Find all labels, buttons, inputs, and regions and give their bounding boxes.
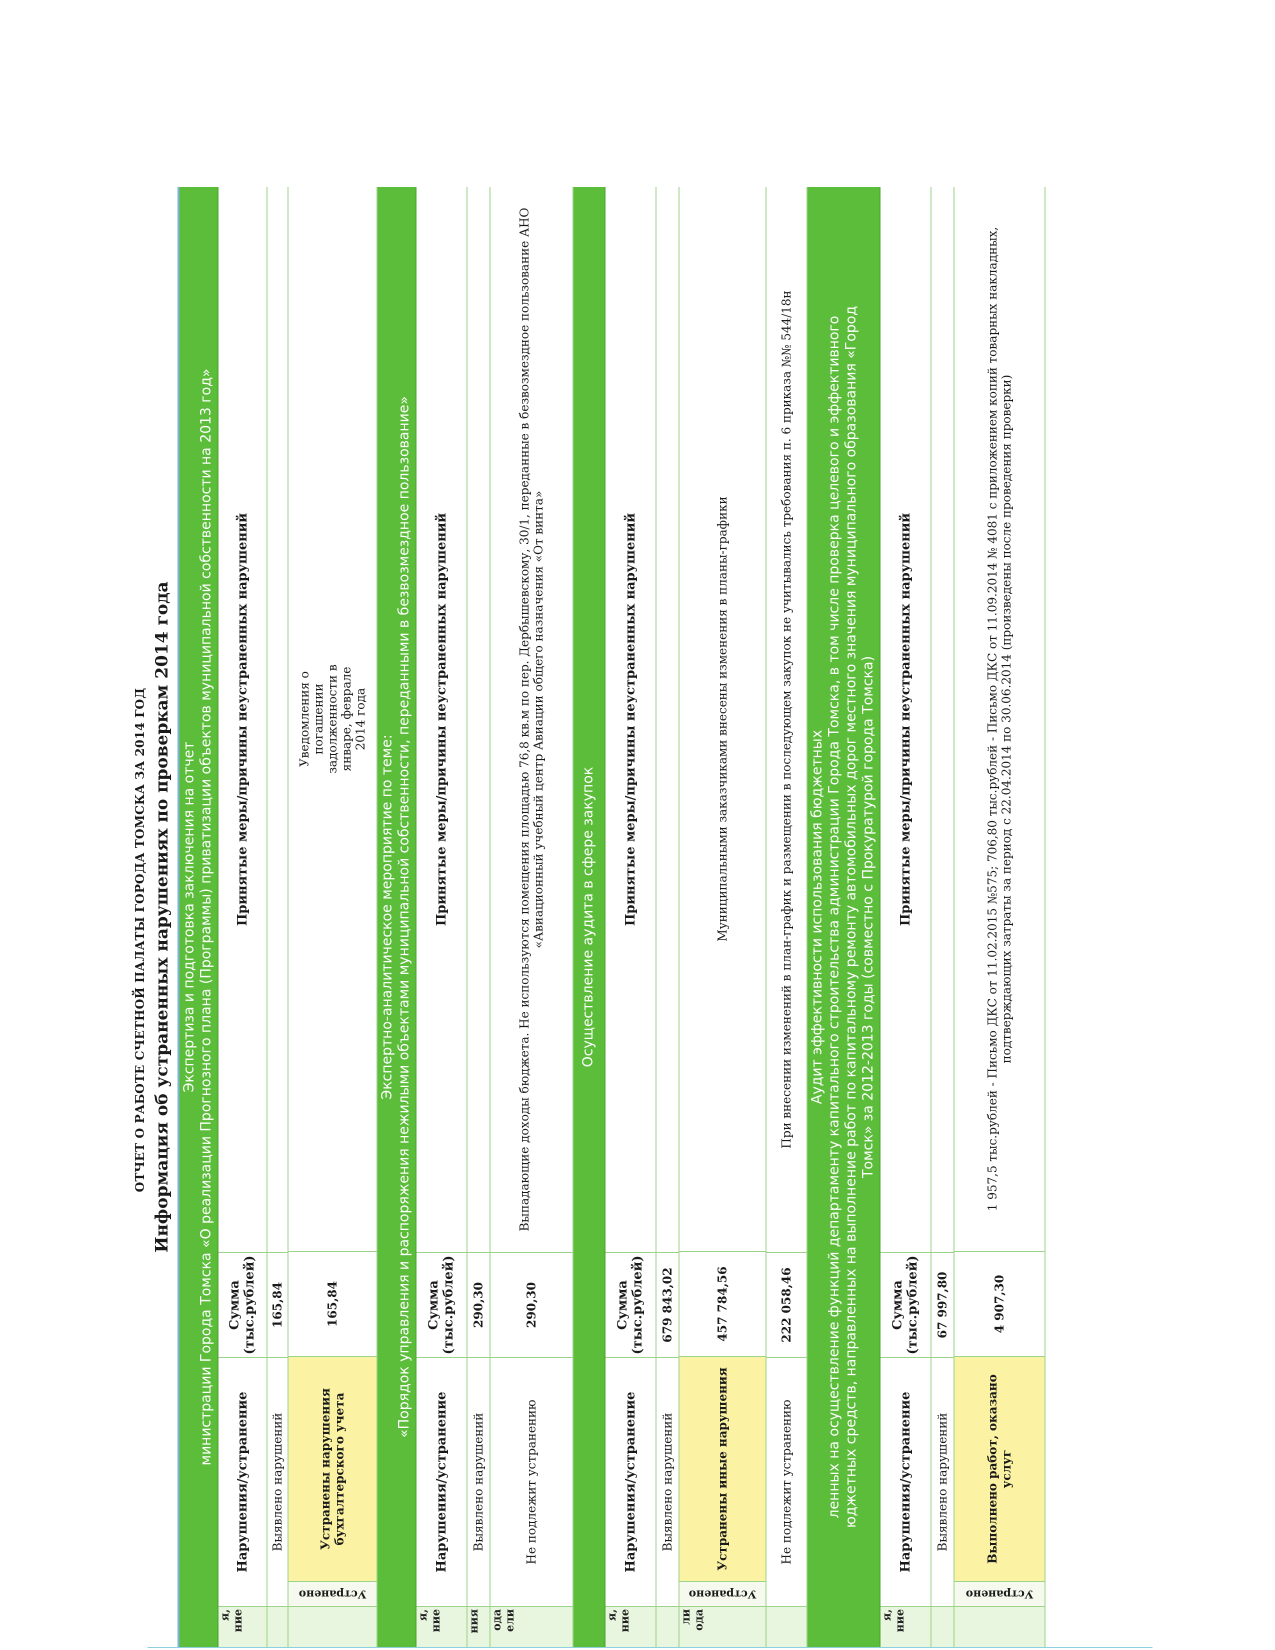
report-table xyxy=(148,187,1153,1648)
left-fragment: ода xyxy=(692,1609,706,1631)
row-label: Выявлено нарушений xyxy=(932,1357,954,1606)
left-fragment: ние xyxy=(231,1609,245,1633)
header-violations: Нарушения/устранение xyxy=(881,1357,931,1606)
row-label: Не подлежит устранению xyxy=(767,1357,807,1606)
left-fragment: я, xyxy=(605,1609,619,1621)
table-row xyxy=(955,187,1046,1647)
row-label: Устранены нарушения бухгалтерского учета xyxy=(289,1356,377,1581)
row-measure: 1 957,5 тыс.рублей - Письмо ДКС от 11.02.2015 №575; 706,80 тыс.рублей - Письмо ДКС от 11.09.2014 № 4081 с приложением копий товарных накладных, подтверждающих затраты за период с 22.04.2014 по 30.06.2014 (произведены после проведения проверки) xyxy=(985,226,1014,1212)
row-label: Выявлено нарушений xyxy=(468,1357,490,1606)
row-sum: 67 997,80 xyxy=(932,1252,954,1357)
header-sum: Сумма (тыс.рублей) xyxy=(417,1252,467,1357)
left-fragment: ние xyxy=(893,1609,907,1633)
left-fragment: ние xyxy=(618,1609,632,1633)
left-fragment: я, xyxy=(218,1609,232,1621)
row-sum: 165,84 xyxy=(289,1251,377,1356)
left-fragment: ния xyxy=(467,1609,481,1634)
section-band-line: юджетных средств, направленных на выполнение работ по капитальному ремонту автомобильных дорог местного значения муниципального образования «Город xyxy=(843,305,860,1529)
group-label: Устранено xyxy=(688,1587,757,1601)
row-sum: 457 784,56 xyxy=(680,1251,766,1356)
table-header-row xyxy=(219,187,268,1647)
row-label: Выполнено работ, оказано услуг xyxy=(955,1356,1045,1581)
section-band-2 xyxy=(378,187,417,1647)
document-title: Информация об устраненных нарушениях по проверкам 2014 года xyxy=(148,187,180,1647)
row-measure xyxy=(932,187,954,1252)
section-band-line: министрации Города Томска «О реализации Прогнозного плана (Программы) приватизации объектов муниципальной собственности на 2013 год» xyxy=(198,368,215,1466)
header-sum: Сумма (тыс.рублей) xyxy=(219,1252,267,1357)
table-row xyxy=(491,187,574,1647)
left-fragment: ние xyxy=(429,1609,443,1633)
header-violations: Нарушения/устранение xyxy=(417,1357,467,1606)
table-header-row xyxy=(881,187,932,1647)
row-label: Устранены иные нарушения xyxy=(680,1356,766,1581)
section-band-line: Осуществление аудита в сфере закупок xyxy=(580,766,597,1068)
row-sum: 165,84 xyxy=(268,1252,288,1357)
row-measure: Уведомления о погашении задолженности в январе, феврале 2014 года xyxy=(297,664,368,774)
rotated-page xyxy=(148,188,1153,1648)
row-measure: Муниципальными заказчиками внесены изменения в планы-графики xyxy=(715,496,730,942)
header-sum: Сумма (тыс.рублей) xyxy=(606,1252,656,1357)
header-violations: Нарушения/устранение xyxy=(219,1357,267,1606)
section-band-line: Томск» за 2012-2013 годы (совместно с Прокуратурой города Томска) xyxy=(860,655,877,1179)
row-measure: Выпадающие доходы бюджета. Не используются помещения площадью 76,8 кв.м по пер. Дербышевскому, 30/1, переданные в безвозмездное пользование АНО «Авиационный учебный центр Авиации общего назначения «От винта» xyxy=(517,207,546,1232)
left-fragment: я, xyxy=(416,1609,430,1621)
table-row xyxy=(468,187,491,1647)
section-band-line: ленных на осуществление функций департаменту капитального строительства администрации Города Томска, в том числе проверка целевого и эффективного xyxy=(826,315,843,1519)
row-sum: 4 907,30 xyxy=(955,1251,1045,1356)
group-label: Устранено xyxy=(298,1587,367,1601)
header-measures: Принятые меры/причины неустраненных нарушений xyxy=(623,512,638,927)
row-sum: 290,30 xyxy=(468,1252,490,1357)
page-header: ОТЧЕТ О РАБОТЕ СЧЕТНОЙ ПАЛАТЫ ГОРОДА ТОМСКА ЗА 2014 ГОД xyxy=(133,687,147,1193)
table-row xyxy=(680,187,767,1647)
left-fragment: ода xyxy=(490,1609,504,1631)
table-row xyxy=(932,187,955,1647)
row-sum: 679 843,02 xyxy=(657,1252,679,1357)
section-band-line: «Порядок управления и распоряжения нежилыми объектами муниципальной собственности, переданными в безвозмездное пользование» xyxy=(396,396,413,1438)
header-violations: Нарушения/устранение xyxy=(606,1357,656,1606)
table-row xyxy=(289,187,378,1647)
row-label: Не подлежит устранению xyxy=(491,1357,573,1606)
left-fragment: я, xyxy=(880,1609,894,1621)
group-label-cell xyxy=(680,1581,766,1606)
section-band-line: Экспертиза и подготовка заключения на отчет xyxy=(181,741,198,1093)
table-header-row xyxy=(417,187,468,1647)
group-label: Устранено xyxy=(965,1587,1034,1601)
row-sum: 222 058,46 xyxy=(767,1252,807,1357)
left-cut-cell xyxy=(219,1606,267,1647)
left-fragment: ели xyxy=(503,1609,517,1632)
row-measure xyxy=(268,187,288,1252)
table-row xyxy=(657,187,680,1647)
header-measures: Принятые меры/причины неустраненных нарушений xyxy=(434,512,449,927)
section-band-4 xyxy=(808,187,881,1647)
row-label: Выявлено нарушений xyxy=(657,1357,679,1606)
header-sum: Сумма (тыс.рублей) xyxy=(881,1252,931,1357)
group-label-cell xyxy=(289,1581,377,1606)
section-band-1 xyxy=(180,187,219,1647)
table-row xyxy=(767,187,808,1647)
table-row xyxy=(268,187,289,1647)
row-sum: 290,30 xyxy=(491,1252,573,1357)
section-band-line: Экспертно-аналитическое мероприятие по теме: xyxy=(379,734,396,1100)
row-measure: При внесении изменений в план-график и размещении в последующем закупок не учитывались требования п. 6 приказа №№ 544/18н xyxy=(779,290,794,1149)
group-label-cell xyxy=(955,1581,1045,1606)
row-label: Выявлено нарушений xyxy=(268,1357,288,1606)
header-measures: Принятые меры/причины неустраненных нарушений xyxy=(235,512,250,927)
row-measure xyxy=(657,187,679,1252)
left-fragment: ли xyxy=(679,1609,693,1625)
row-measure xyxy=(468,187,490,1252)
table-header-row xyxy=(606,187,657,1647)
section-band-3 xyxy=(574,187,606,1647)
header-measures: Принятые меры/причины неустраненных нарушений xyxy=(898,512,913,927)
section-band-line: Аудит эффективности использования бюджетных xyxy=(809,729,826,1105)
